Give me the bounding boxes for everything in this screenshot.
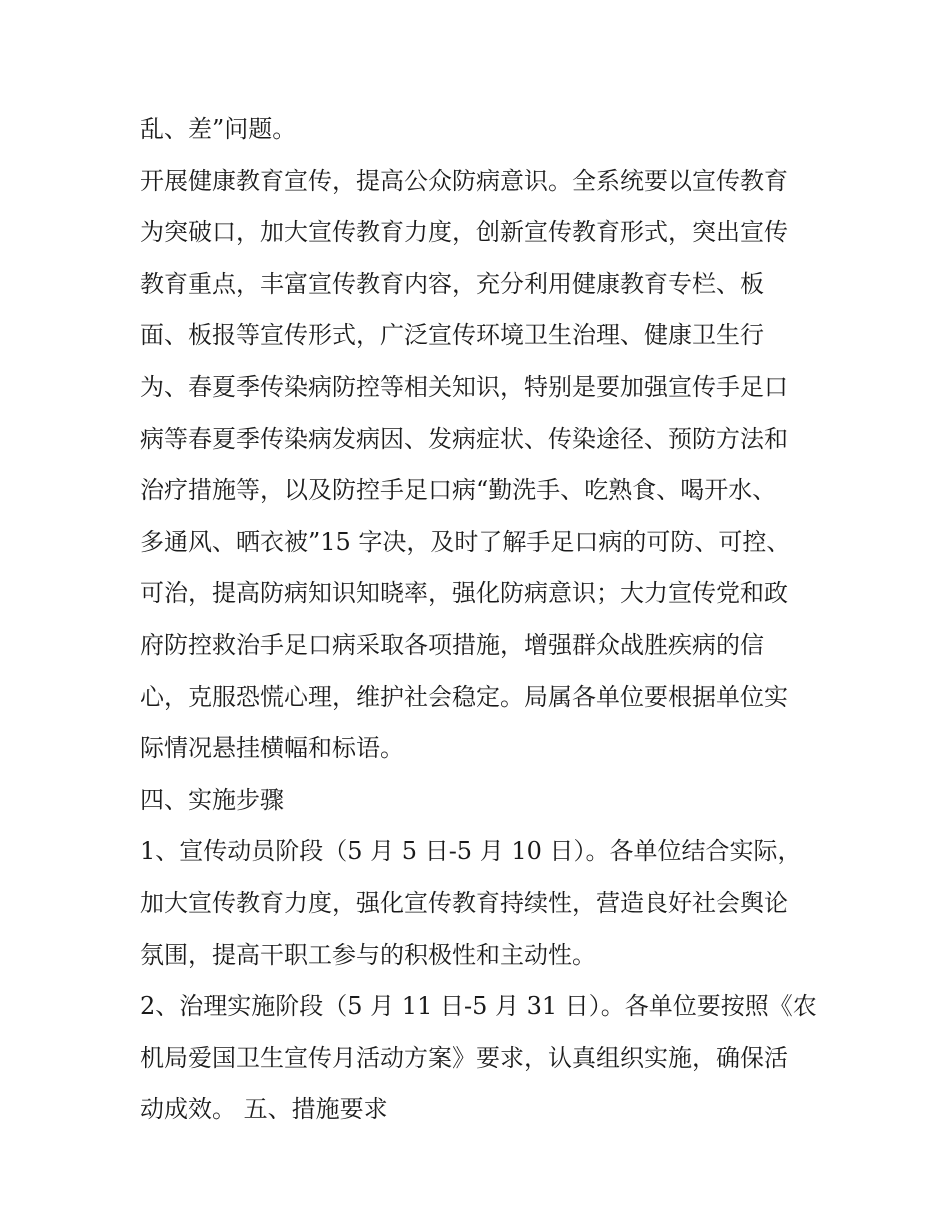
- text-line: 氛围，提高干职工参与的积极性和主动性。: [140, 940, 596, 969]
- document-body: [140, 104, 820, 1136]
- text-line: 际情况悬挂横幅和标语。: [140, 734, 404, 763]
- text-line: 为突破口，加大宣传教育力度，创新宣传教育形式，突出宣传: [140, 218, 788, 247]
- text-line: 府防控救治手足口病采取各项措施，增强群众战胜疾病的信: [140, 630, 764, 659]
- text-line: 动成效。 五、措施要求: [140, 1095, 388, 1124]
- text-line: 加大宣传教育力度，强化宣传教育持续性，营造良好社会舆论: [140, 888, 788, 917]
- text-line: 为、春夏季传染病防控等相关知识，特别是要加强宣传手足口: [140, 372, 788, 401]
- text-line: 治疗措施等，以及防控手足口病“勤洗手、吃熟食、喝开水、: [140, 476, 777, 505]
- text-line: 乱、差”问题。: [140, 115, 297, 143]
- text-line: 1、宣传动员阶段（5 月 5 日-5 月 10 日）。各单位结合实际，: [140, 837, 802, 866]
- text-line: 2、治理实施阶段（5 月 11 日-5 月 31 日）。各单位要按照《农: [140, 992, 817, 1021]
- text-line: 可治，提高防病知识知晓率，强化防病意识；大力宣传党和政: [140, 579, 788, 608]
- section-heading: 四、实施步骤: [140, 785, 284, 814]
- text-line: 心，克服恐慌心理，维护社会稳定。局属各单位要根据单位实: [140, 682, 788, 711]
- text-line: 多通风、晒衣被”15 字决，及时了解手足口病的可防、可控、: [140, 527, 791, 556]
- text-line: 机局爱国卫生宣传月活动方案》要求，认真组织实施，确保活: [140, 1043, 788, 1072]
- text-line: 面、板报等宣传形式，广泛宣传环境卫生治理、健康卫生行: [140, 321, 764, 350]
- text-line: 病等春夏季传染病发病因、发病症状、传染途径、预防方法和: [140, 424, 788, 453]
- text-line: 教育重点，丰富宣传教育内容，充分利用健康教育专栏、板: [140, 269, 764, 298]
- text-line: 开展健康教育宣传，提高公众防病意识。全系统要以宣传教育: [140, 166, 788, 195]
